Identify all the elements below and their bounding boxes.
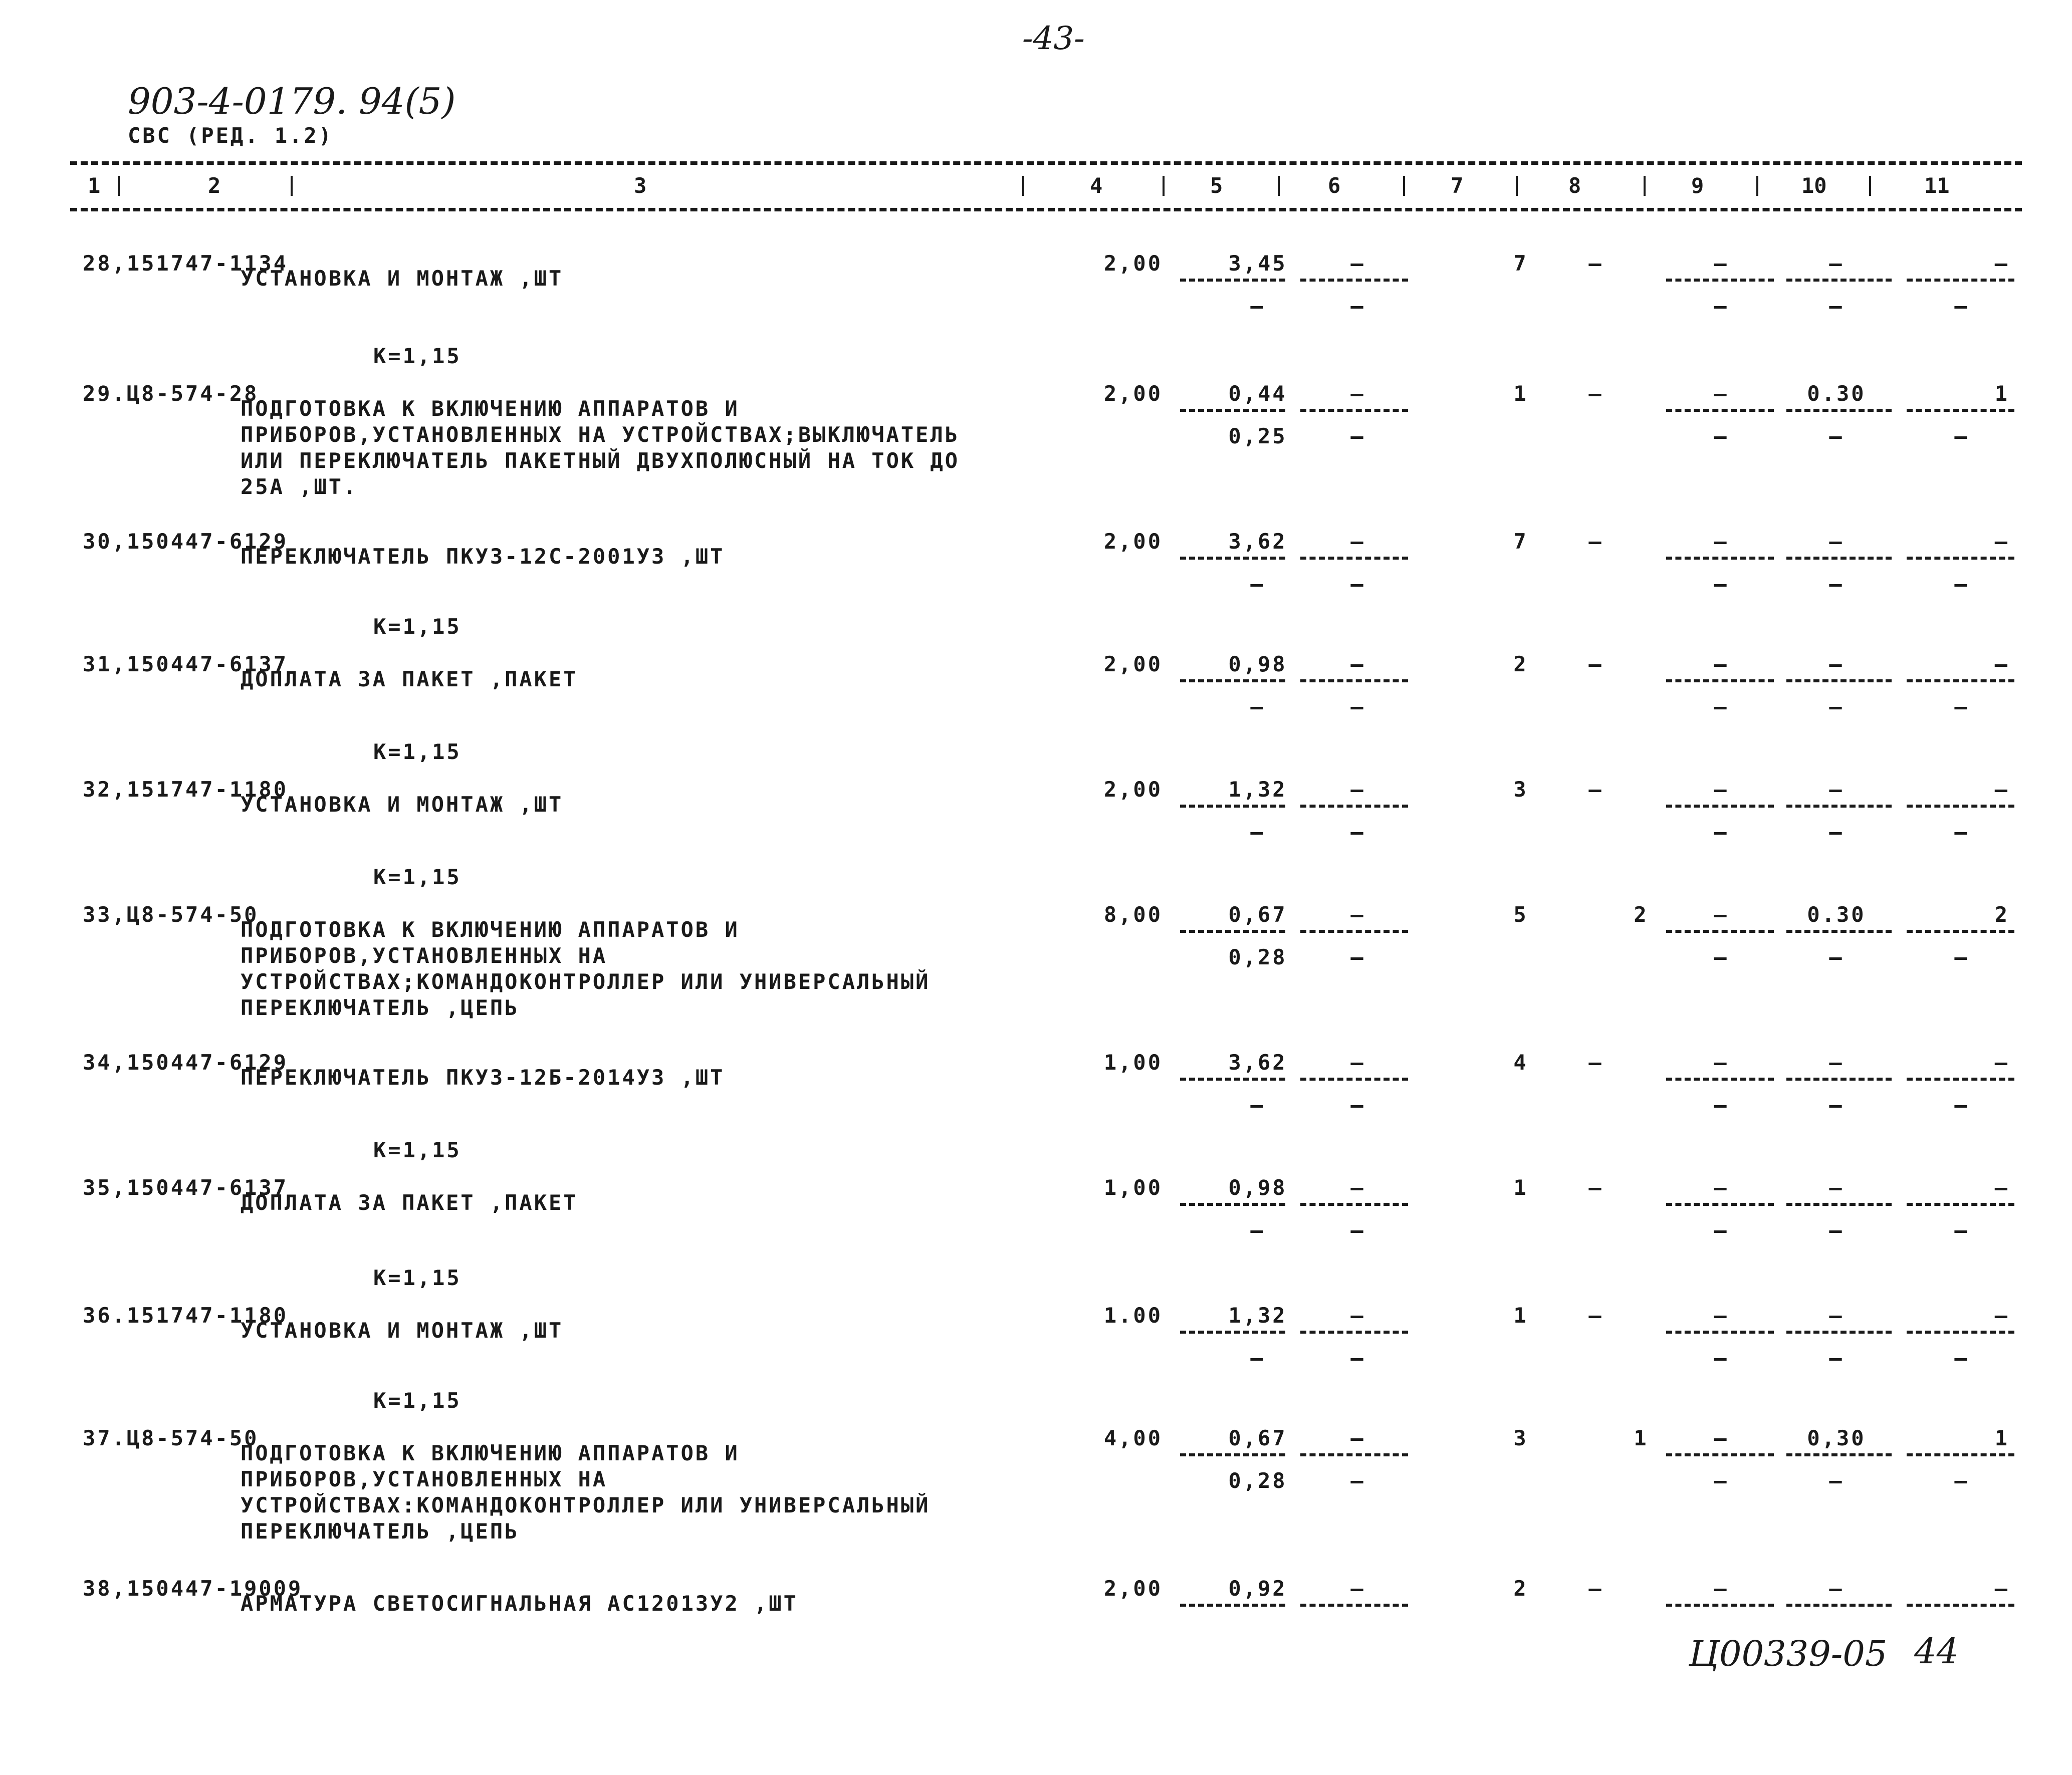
column-10a-bottom: –	[1714, 694, 1729, 719]
column-11-top: –	[1994, 1576, 2009, 1601]
quantity: 2,00	[1103, 1576, 1163, 1601]
column-10a-top: –	[1714, 652, 1729, 676]
column-10a-top: –	[1714, 902, 1729, 927]
price-bottom: –	[1250, 572, 1265, 596]
fraction-line	[1786, 1604, 1892, 1607]
price-bottom: 0,28	[1228, 1468, 1287, 1493]
column-10a-top: –	[1714, 777, 1729, 802]
coefficient-label: К=1,15	[373, 1265, 462, 1290]
price-top: 0,67	[1228, 1426, 1287, 1450]
price-bottom: –	[1250, 1093, 1265, 1117]
column-header-11: 11	[1924, 173, 1950, 198]
column-separator	[1022, 176, 1024, 196]
column-10a-top: –	[1714, 1576, 1729, 1601]
column-10b-bottom: –	[1829, 424, 1844, 448]
fraction-line	[1786, 930, 1892, 933]
document-code: 903-4-0179. 94(5)	[128, 80, 456, 122]
column-10a-top: –	[1714, 251, 1729, 276]
column-header-8: 8	[1568, 173, 1581, 198]
price-bottom: –	[1250, 1218, 1265, 1242]
coefficient-label: К=1,15	[373, 1138, 462, 1162]
fraction-line	[1300, 409, 1408, 412]
column-10a-top: –	[1714, 1050, 1729, 1075]
fraction-line	[1907, 1078, 2014, 1081]
column-header-3: 3	[634, 173, 647, 198]
fraction-line	[1300, 1203, 1408, 1206]
column-10a-top: –	[1714, 529, 1729, 554]
item-description: ПРИБОРОВ,УСТАНОВЛЕННЫХ НА	[241, 1467, 608, 1491]
item-code: 34,150447-6129	[83, 1050, 289, 1075]
fraction-line	[1180, 1604, 1285, 1607]
wage-bottom: –	[1350, 294, 1365, 318]
column-header-10: 10	[1801, 173, 1827, 198]
wage-top: –	[1350, 529, 1365, 554]
fraction-line	[1180, 409, 1285, 412]
column-10a-top: –	[1714, 1175, 1729, 1200]
item-description: УСТАНОВКА И МОНТАЖ ,ШТ	[241, 266, 564, 291]
price-top: 1,32	[1228, 1303, 1287, 1328]
coefficient-label: К=1,15	[373, 614, 462, 639]
fraction-line	[1786, 557, 1892, 560]
column-header-6: 6	[1328, 173, 1341, 198]
item-description: ПЕРЕКЛЮЧАТЕЛЬ ПКУ3-12С-2001У3 ,ШТ	[241, 544, 725, 569]
column-7-value: 1	[1513, 381, 1528, 406]
item-code: 33,Ц8-574-50	[83, 902, 259, 927]
fraction-line	[1786, 279, 1892, 282]
column-7-value: 2	[1513, 1576, 1528, 1601]
column-10b-bottom: –	[1829, 1346, 1844, 1370]
column-10a-top: –	[1714, 1426, 1729, 1450]
fraction-line	[1180, 805, 1285, 808]
item-code: 35,150447-6137	[83, 1175, 289, 1200]
column-7-value: 3	[1513, 1426, 1528, 1450]
column-8-value: –	[1588, 529, 1603, 554]
coefficient-label: К=1,15	[373, 344, 462, 368]
column-11-bottom: –	[1954, 572, 1969, 596]
fraction-line	[1180, 279, 1285, 282]
price-top: 0,67	[1228, 902, 1287, 927]
wage-top: –	[1350, 251, 1365, 276]
wage-top: –	[1350, 777, 1365, 802]
column-8-value: –	[1588, 251, 1603, 276]
item-code: 36.151747-1180	[83, 1303, 289, 1328]
fraction-line	[1180, 1078, 1285, 1081]
column-10b-top: –	[1829, 777, 1844, 802]
column-10a-bottom: –	[1714, 945, 1729, 969]
wage-bottom: –	[1350, 572, 1365, 596]
column-10a-bottom: –	[1714, 1468, 1729, 1493]
quantity: 2,00	[1103, 529, 1163, 554]
price-top: 3,62	[1228, 1050, 1287, 1075]
fraction-line	[1666, 805, 1774, 808]
quantity: 1,00	[1103, 1175, 1163, 1200]
fraction-line	[1907, 1604, 2014, 1607]
column-10a-bottom: –	[1714, 820, 1729, 844]
quantity: 1.00	[1103, 1303, 1163, 1328]
quantity: 2,00	[1103, 251, 1163, 276]
fraction-line	[1666, 1078, 1774, 1081]
column-11-bottom: –	[1954, 294, 1969, 318]
column-11-top: 2	[1994, 902, 2009, 927]
column-7-value: 1	[1513, 1303, 1528, 1328]
column-10a-bottom: –	[1714, 1346, 1729, 1370]
column-8-value: –	[1588, 1050, 1603, 1075]
column-11-bottom: –	[1954, 1468, 1969, 1493]
price-top: 3,45	[1228, 251, 1287, 276]
column-10b-bottom: –	[1829, 694, 1844, 719]
fraction-line	[1907, 1331, 2014, 1334]
column-10a-bottom: –	[1714, 572, 1729, 596]
item-description: ПЕРЕКЛЮЧАТЕЛЬ ,ЦЕПЬ	[241, 995, 520, 1020]
column-separator	[1403, 176, 1405, 196]
fraction-line	[1300, 930, 1408, 933]
column-11-top: –	[1994, 1303, 2009, 1328]
column-10b-bottom: –	[1829, 572, 1844, 596]
fraction-line	[1907, 930, 2014, 933]
fraction-line	[1300, 1078, 1408, 1081]
wage-top: –	[1350, 381, 1365, 406]
wage-top: –	[1350, 1576, 1365, 1601]
item-code: 37.Ц8-574-50	[83, 1426, 259, 1450]
wage-top: –	[1350, 1175, 1365, 1200]
column-11-bottom: –	[1954, 945, 1969, 969]
wage-bottom: –	[1350, 1093, 1365, 1117]
column-separator	[1869, 176, 1871, 196]
column-10a-bottom: –	[1714, 294, 1729, 318]
column-separator	[1163, 176, 1165, 196]
column-11-top: 1	[1994, 381, 2009, 406]
fraction-line	[1786, 1331, 1892, 1334]
item-code: 30,150447-6129	[83, 529, 289, 554]
price-bottom: 0,25	[1228, 424, 1287, 448]
item-code: 38,150447-19009	[83, 1576, 303, 1601]
column-10a-top: –	[1714, 1303, 1729, 1328]
column-10b-top: –	[1829, 1576, 1844, 1601]
fraction-line	[1786, 805, 1892, 808]
fraction-line	[1300, 1453, 1408, 1456]
fraction-line	[1666, 1604, 1774, 1607]
quantity: 1,00	[1103, 1050, 1163, 1075]
item-description: ПОДГОТОВКА К ВКЛЮЧЕНИЮ АППАРАТОВ И	[241, 1441, 740, 1465]
item-description: УСТАНОВКА И МОНТАЖ ,ШТ	[241, 1318, 564, 1343]
price-bottom: –	[1250, 694, 1265, 719]
fraction-line	[1907, 557, 2014, 560]
column-10b-bottom: –	[1829, 1218, 1844, 1242]
column-10b-top: –	[1829, 529, 1844, 554]
column-9-value: 1	[1634, 1426, 1649, 1450]
fraction-line	[1666, 279, 1774, 282]
document-subtitle: СВС (РЕД. 1.2)	[128, 123, 334, 148]
item-description: ПРИБОРОВ,УСТАНОВЛЕННЫХ НА УСТРОЙСТВАХ;ВЫКЛЮЧАТЕЛЬ	[241, 422, 960, 447]
column-10a-bottom: –	[1714, 424, 1729, 448]
item-description: ДОПЛАТА ЗА ПАКЕТ ,ПАКЕТ	[241, 1190, 578, 1215]
column-10b-top: –	[1829, 1175, 1844, 1200]
column-11-bottom: –	[1954, 1218, 1969, 1242]
price-top: 3,62	[1228, 529, 1287, 554]
column-10b-top: –	[1829, 251, 1844, 276]
price-top: 0,44	[1228, 381, 1287, 406]
column-7-value: 5	[1513, 902, 1528, 927]
archive-stamp-page: 44	[1914, 1631, 1959, 1672]
item-description: ПОДГОТОВКА К ВКЛЮЧЕНИЮ АППАРАТОВ И	[241, 396, 740, 421]
coefficient-label: К=1,15	[373, 1388, 462, 1413]
item-description: УСТРОЙСТВАХ;КОМАНДОКОНТРОЛЛЕР ИЛИ УНИВЕРСАЛЬНЫЙ	[241, 969, 931, 994]
fraction-line	[1666, 1203, 1774, 1206]
column-7-value: 3	[1513, 777, 1528, 802]
item-description: УСТРОЙСТВАХ:КОМАНДОКОНТРОЛЛЕР ИЛИ УНИВЕРСАЛЬНЫЙ	[241, 1493, 931, 1517]
fraction-line	[1786, 679, 1892, 682]
column-10b-top: –	[1829, 1050, 1844, 1075]
fraction-line	[1300, 1331, 1408, 1334]
fraction-line	[1300, 279, 1408, 282]
fraction-line	[1907, 279, 2014, 282]
quantity: 2,00	[1103, 381, 1163, 406]
wage-top: –	[1350, 1303, 1365, 1328]
column-separator	[1756, 176, 1758, 196]
fraction-line	[1907, 679, 2014, 682]
column-11-top: –	[1994, 1175, 2009, 1200]
column-separator	[1516, 176, 1518, 196]
wage-bottom: –	[1350, 424, 1365, 448]
column-8-value: –	[1588, 1175, 1603, 1200]
item-description: ИЛИ ПЕРЕКЛЮЧАТЕЛЬ ПАКЕТНЫЙ ДВУХПОЛЮСНЫЙ НА ТОК ДО	[241, 448, 960, 473]
wage-top: –	[1350, 1426, 1365, 1450]
item-description: УСТАНОВКА И МОНТАЖ ,ШТ	[241, 792, 564, 817]
fraction-line	[1786, 1078, 1892, 1081]
price-top: 0,98	[1228, 1175, 1287, 1200]
column-11-bottom: –	[1954, 820, 1969, 844]
wage-top: –	[1350, 902, 1365, 927]
column-8-value: –	[1588, 652, 1603, 676]
quantity: 2,00	[1103, 652, 1163, 676]
column-8-value: –	[1588, 1576, 1603, 1601]
fraction-line	[1907, 805, 2014, 808]
item-description: АРМАТУРА СВЕТОСИГНАЛЬНАЯ АС12013У2 ,ШТ	[241, 1591, 798, 1616]
fraction-line	[1300, 1604, 1408, 1607]
column-header-9: 9	[1691, 173, 1704, 198]
column-11-bottom: –	[1954, 1093, 1969, 1117]
price-bottom: –	[1250, 294, 1265, 318]
item-description: ПЕРЕКЛЮЧАТЕЛЬ ПКУ3-12Б-2014У3 ,ШТ	[241, 1065, 725, 1090]
quantity: 8,00	[1103, 902, 1163, 927]
fraction-line	[1180, 1203, 1285, 1206]
price-top: 0,98	[1228, 652, 1287, 676]
column-7-value: 4	[1513, 1050, 1528, 1075]
column-header-1: 1	[88, 173, 101, 198]
column-11-bottom: –	[1954, 424, 1969, 448]
column-header-5: 5	[1210, 173, 1223, 198]
item-description: 25А ,ШТ.	[241, 474, 358, 499]
column-10b-top: –	[1829, 652, 1844, 676]
column-header-4: 4	[1090, 173, 1103, 198]
column-header-7: 7	[1451, 173, 1464, 198]
column-7-value: 7	[1513, 529, 1528, 554]
wage-top: –	[1350, 1050, 1365, 1075]
column-10a-top: –	[1714, 381, 1729, 406]
column-10b-top: 0.30	[1807, 902, 1866, 927]
fraction-line	[1907, 1453, 2014, 1456]
wage-bottom: –	[1350, 1346, 1365, 1370]
fraction-line	[1666, 930, 1774, 933]
price-top: 0,92	[1228, 1576, 1287, 1601]
quantity: 2,00	[1103, 777, 1163, 802]
column-8-value: –	[1588, 381, 1603, 406]
page-number: -43-	[1022, 20, 1085, 57]
fraction-line	[1786, 1203, 1892, 1206]
quantity: 4,00	[1103, 1426, 1163, 1450]
item-code: 31,150447-6137	[83, 652, 289, 676]
column-10b-top: –	[1829, 1303, 1844, 1328]
column-8-value: –	[1588, 777, 1603, 802]
column-11-bottom: –	[1954, 694, 1969, 719]
wage-top: –	[1350, 652, 1365, 676]
column-10b-top: 0,30	[1807, 1426, 1866, 1450]
wage-bottom: –	[1350, 945, 1365, 969]
fraction-line	[1180, 1331, 1285, 1334]
column-9-value: 2	[1634, 902, 1649, 927]
column-separator	[1644, 176, 1646, 196]
fraction-line	[1666, 557, 1774, 560]
archive-stamp: Ц00339-05	[1689, 1633, 1888, 1674]
fraction-line	[1666, 1453, 1774, 1456]
fraction-line	[1180, 679, 1285, 682]
price-top: 1,32	[1228, 777, 1287, 802]
column-10b-bottom: –	[1829, 820, 1844, 844]
wage-bottom: –	[1350, 694, 1365, 719]
item-code: 28,151747-1134	[83, 251, 289, 276]
coefficient-label: К=1,15	[373, 865, 462, 889]
wage-bottom: –	[1350, 820, 1365, 844]
fraction-line	[1666, 679, 1774, 682]
column-11-bottom: –	[1954, 1346, 1969, 1370]
table-header-rule	[70, 208, 2022, 211]
column-10b-bottom: –	[1829, 294, 1844, 318]
column-10b-bottom: –	[1829, 945, 1844, 969]
column-7-value: 1	[1513, 1175, 1528, 1200]
table-top-rule	[70, 161, 2022, 165]
wage-bottom: –	[1350, 1218, 1365, 1242]
column-7-value: 7	[1513, 251, 1528, 276]
column-11-top: –	[1994, 529, 2009, 554]
item-description: ПЕРЕКЛЮЧАТЕЛЬ ,ЦЕПЬ	[241, 1519, 520, 1544]
item-description: ПОДГОТОВКА К ВКЛЮЧЕНИЮ АППАРАТОВ И	[241, 917, 740, 942]
item-code: 32,151747-1180	[83, 777, 289, 802]
wage-bottom: –	[1350, 1468, 1365, 1493]
column-10b-bottom: –	[1829, 1468, 1844, 1493]
fraction-line	[1300, 557, 1408, 560]
item-description: ПРИБОРОВ,УСТАНОВЛЕННЫХ НА	[241, 943, 608, 968]
column-10a-bottom: –	[1714, 1093, 1729, 1117]
column-11-top: 1	[1994, 1426, 2009, 1450]
fraction-line	[1786, 409, 1892, 412]
column-separator	[118, 176, 120, 196]
price-bottom: 0,28	[1228, 945, 1287, 969]
column-11-top: –	[1994, 251, 2009, 276]
fraction-line	[1666, 1331, 1774, 1334]
column-11-top: –	[1994, 652, 2009, 676]
fraction-line	[1300, 679, 1408, 682]
column-7-value: 2	[1513, 652, 1528, 676]
column-10a-bottom: –	[1714, 1218, 1729, 1242]
fraction-line	[1907, 409, 2014, 412]
price-bottom: –	[1250, 820, 1265, 844]
column-11-top: –	[1994, 777, 2009, 802]
fraction-line	[1907, 1203, 2014, 1206]
coefficient-label: К=1,15	[373, 739, 462, 764]
column-header-2: 2	[208, 173, 221, 198]
fraction-line	[1300, 805, 1408, 808]
column-separator	[1278, 176, 1280, 196]
fraction-line	[1666, 409, 1774, 412]
fraction-line	[1786, 1453, 1892, 1456]
fraction-line	[1180, 1453, 1285, 1456]
item-code: 29.Ц8-574-28	[83, 381, 259, 406]
column-10b-bottom: –	[1829, 1093, 1844, 1117]
column-10b-top: 0.30	[1807, 381, 1866, 406]
fraction-line	[1180, 930, 1285, 933]
item-description: ДОПЛАТА ЗА ПАКЕТ ,ПАКЕТ	[241, 667, 578, 691]
column-11-top: –	[1994, 1050, 2009, 1075]
fraction-line	[1180, 557, 1285, 560]
price-bottom: –	[1250, 1346, 1265, 1370]
column-header-row	[70, 173, 2022, 203]
column-8-value: –	[1588, 1303, 1603, 1328]
column-separator	[291, 176, 293, 196]
